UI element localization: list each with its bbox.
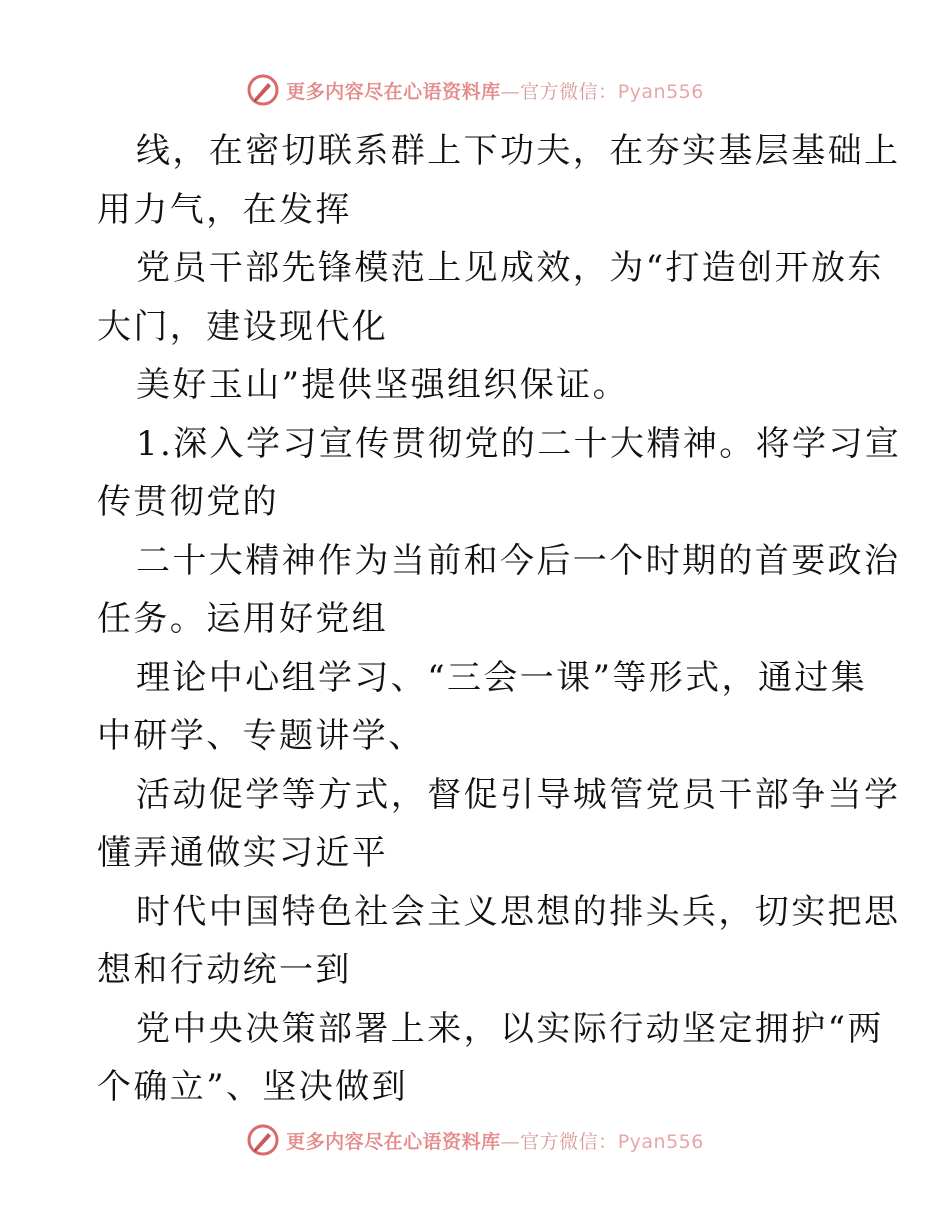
document-body: [97, 122, 902, 1117]
text-line: 用力气，在发挥: [97, 189, 352, 230]
watermark-sub: 官方微信：: [520, 80, 618, 103]
header-watermark: [0, 70, 950, 110]
text-line: 党员干部先锋模范上见成效，为“打造创开放东: [136, 248, 884, 288]
text-line: 中研学、专题讲学、: [97, 716, 425, 756]
text-line: 个确立”、坚决做到: [97, 1067, 408, 1107]
text-line: 懂弄通做实习近平: [97, 833, 389, 873]
watermark-text: [286, 1127, 704, 1154]
pen-circle-logo-icon: [246, 73, 280, 107]
text-line: 1.深入学习宣传贯彻党的二十大精神。将学习宣: [136, 423, 902, 464]
watermark-label: 更多内容尽在心语资料库: [286, 1130, 501, 1153]
text-line: 大门，建设现代化: [97, 306, 389, 347]
watermark-id: Pyan556: [617, 1130, 704, 1153]
watermark-id: Pyan556: [617, 80, 704, 103]
footer-watermark: [0, 1120, 950, 1160]
text-line: 线，在密切联系群上下功夫，在夯实基层基础上: [136, 131, 901, 171]
pen-circle-logo-icon: [246, 1123, 280, 1157]
watermark-label: 更多内容尽在心语资料库: [286, 80, 501, 103]
text-line: 党中央决策部署上来，以实际行动坚定拥护“两: [136, 1008, 884, 1049]
watermark-dash: —: [500, 80, 521, 103]
text-line: 想和行动统一到: [97, 950, 352, 990]
text-line: 美好玉山”提供坚强组织保证。: [136, 365, 629, 405]
watermark-text: [286, 77, 704, 104]
text-line: 活动促学等方式，督促引导城管党员干部争当学: [136, 774, 901, 815]
text-line: 任务。运用好党组: [97, 599, 389, 639]
watermark-sub: 官方微信：: [520, 1130, 618, 1153]
text-line: 传贯彻党的: [97, 482, 279, 522]
text-line: 二十大精神作为当前和今后一个时期的首要政治: [136, 540, 901, 581]
watermark-dash: —: [500, 1130, 521, 1153]
text-line: 时代中国特色社会主义思想的排头兵，切实把思: [136, 891, 901, 932]
text-line: 理论中心组学习、“三会一课”等形式，通过集: [136, 657, 868, 698]
